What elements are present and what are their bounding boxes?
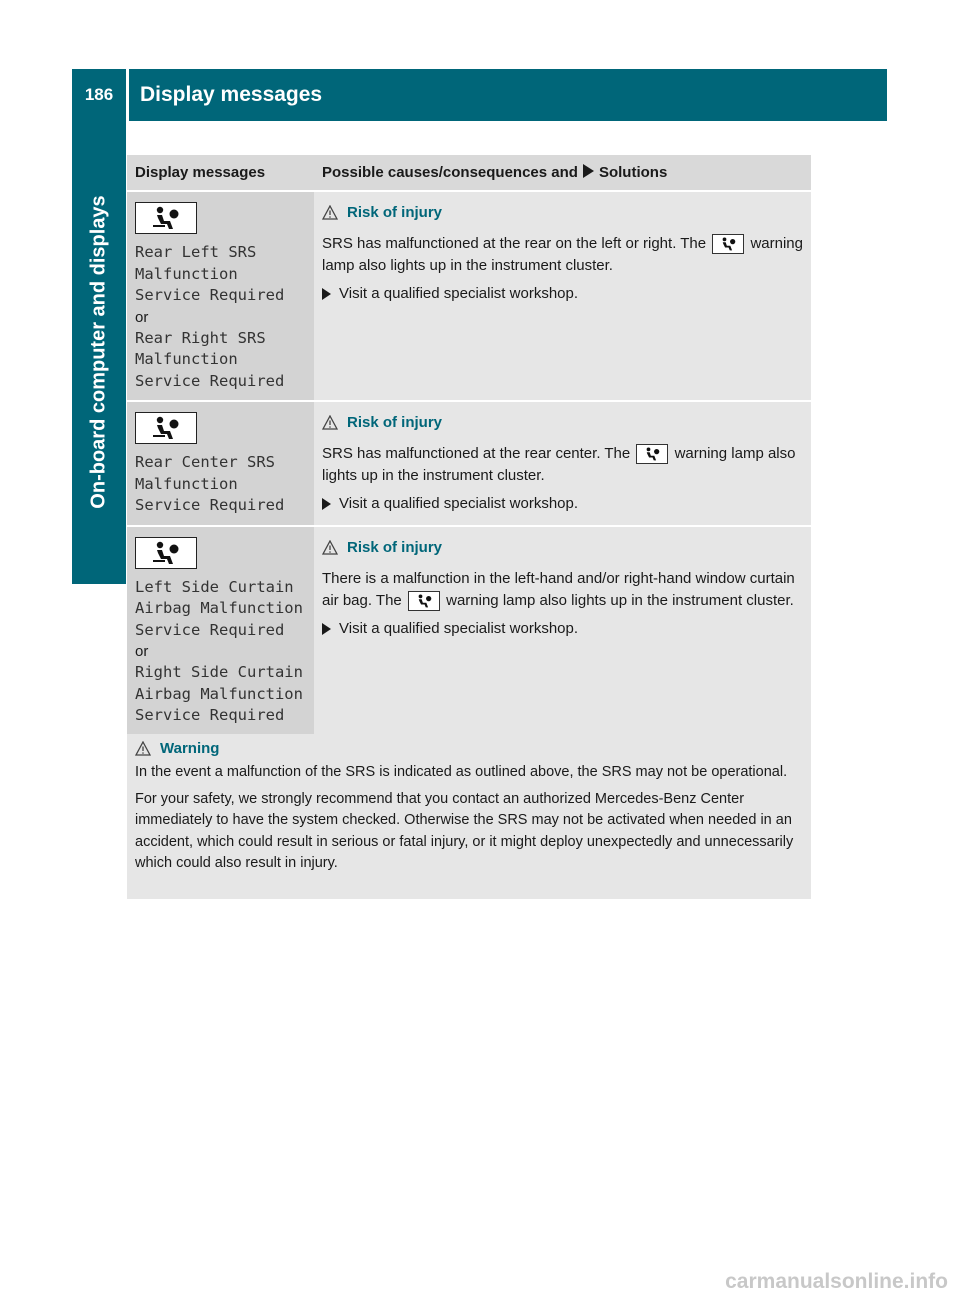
- action-text: Visit a qualified specialist workshop.: [339, 619, 579, 637]
- cause-text: [322, 233, 803, 277]
- action-text: Visit a qualified specialist workshop.: [339, 285, 579, 302]
- section-title: On-board computer and displays: [87, 195, 110, 509]
- cause-text-after: warning lamp also lights up in the instrument cluster.: [322, 445, 796, 484]
- message-text: Rear Left SRS Malfunction Service Required: [135, 243, 285, 304]
- airbag-warning-icon: [636, 444, 668, 464]
- solution-cell: [314, 191, 811, 401]
- watermark: carmanualsonline.info: [725, 1270, 948, 1293]
- warning-paragraph: For your safety, we strongly recommend that you contact an authorized Mercedes-Benz Center immediately to have the system checked. Otherwise the SRS may not be activated when needed in an accident, which could result in serious or fatal injury, or it might deploy unexpectedly and unnecessarily which could also result in injury.: [135, 790, 794, 871]
- cause-text-after: warning lamp also lights up in the instrument cluster.: [322, 235, 803, 274]
- warning-triangle-icon: [322, 205, 338, 220]
- warning-triangle-icon: [135, 741, 151, 756]
- cause-text-before: There is a malfunction in the left-hand and/or right-hand window curtain air bag. The: [322, 569, 795, 609]
- column-header-messages: Display messages: [127, 155, 314, 191]
- display-messages-table: [127, 155, 811, 737]
- risk-label: Risk of injury: [347, 204, 443, 221]
- table-header-row: [127, 155, 811, 191]
- risk-label: Risk of injury: [347, 538, 443, 556]
- or-label: or: [135, 308, 149, 326]
- step-arrow-icon: [322, 288, 331, 300]
- solution-arrow-icon: [583, 164, 594, 178]
- or-label: or: [135, 643, 149, 660]
- message-cell: [127, 401, 314, 526]
- cause-text-before: SRS has malfunctioned at the rear on the left or right. The: [322, 235, 707, 252]
- risk-label: Risk of injury: [347, 414, 443, 431]
- step-arrow-icon: [322, 498, 331, 510]
- risk-heading: [322, 414, 803, 431]
- warning-triangle-icon: [322, 415, 338, 430]
- cause-text-before: SRS has malfunctioned at the rear center. The: [322, 445, 631, 462]
- airbag-warning-icon: [135, 412, 197, 444]
- warning-triangle-icon: [322, 540, 338, 555]
- risk-heading: [322, 539, 803, 556]
- message-cell: [127, 191, 314, 401]
- message-cell: [127, 526, 314, 736]
- warning-heading: [135, 740, 803, 757]
- action-step: [322, 618, 803, 640]
- table-row: [127, 526, 811, 736]
- column-header-solutions-suffix: Solutions: [598, 164, 668, 181]
- message-text: Rear Center SRS Malfunction Service Required: [135, 453, 285, 514]
- step-arrow-icon: [322, 623, 331, 635]
- message-text: Rear Right SRS Malfunction Service Required: [135, 328, 285, 390]
- solution-cell: [314, 526, 811, 736]
- airbag-warning-icon: [135, 202, 197, 234]
- warning-title: Warning: [160, 740, 220, 757]
- column-header-solutions-prefix: Possible causes/consequences and: [322, 164, 578, 181]
- warning-paragraph: In the event a malfunction of the SRS is indicated as outlined above, the SRS may not be operational.: [135, 764, 788, 780]
- action-step: [322, 493, 803, 515]
- action-text: Visit a qualified specialist workshop.: [339, 495, 579, 512]
- airbag-warning-icon: [712, 234, 744, 254]
- risk-heading: [322, 204, 803, 221]
- message-text: Left Side Curtain Airbag Malfunction Service Required: [135, 577, 303, 639]
- page-number: 186: [84, 85, 114, 104]
- cause-text: [322, 443, 803, 487]
- action-step: [322, 283, 803, 305]
- cause-text: [322, 568, 803, 612]
- airbag-warning-icon: [408, 591, 440, 611]
- warning-box: [127, 734, 811, 899]
- table-row: [127, 401, 811, 526]
- solution-cell: [314, 401, 811, 526]
- header-divider: [126, 69, 129, 121]
- cause-text-after: warning lamp also lights up in the instrument cluster.: [446, 591, 794, 609]
- message-text: Right Side Curtain Airbag Malfunction Service Required: [135, 663, 303, 724]
- column-header-solutions: [314, 155, 811, 191]
- page-title: Display messages: [140, 83, 323, 106]
- airbag-warning-icon: [135, 537, 197, 569]
- table-row: [127, 191, 811, 401]
